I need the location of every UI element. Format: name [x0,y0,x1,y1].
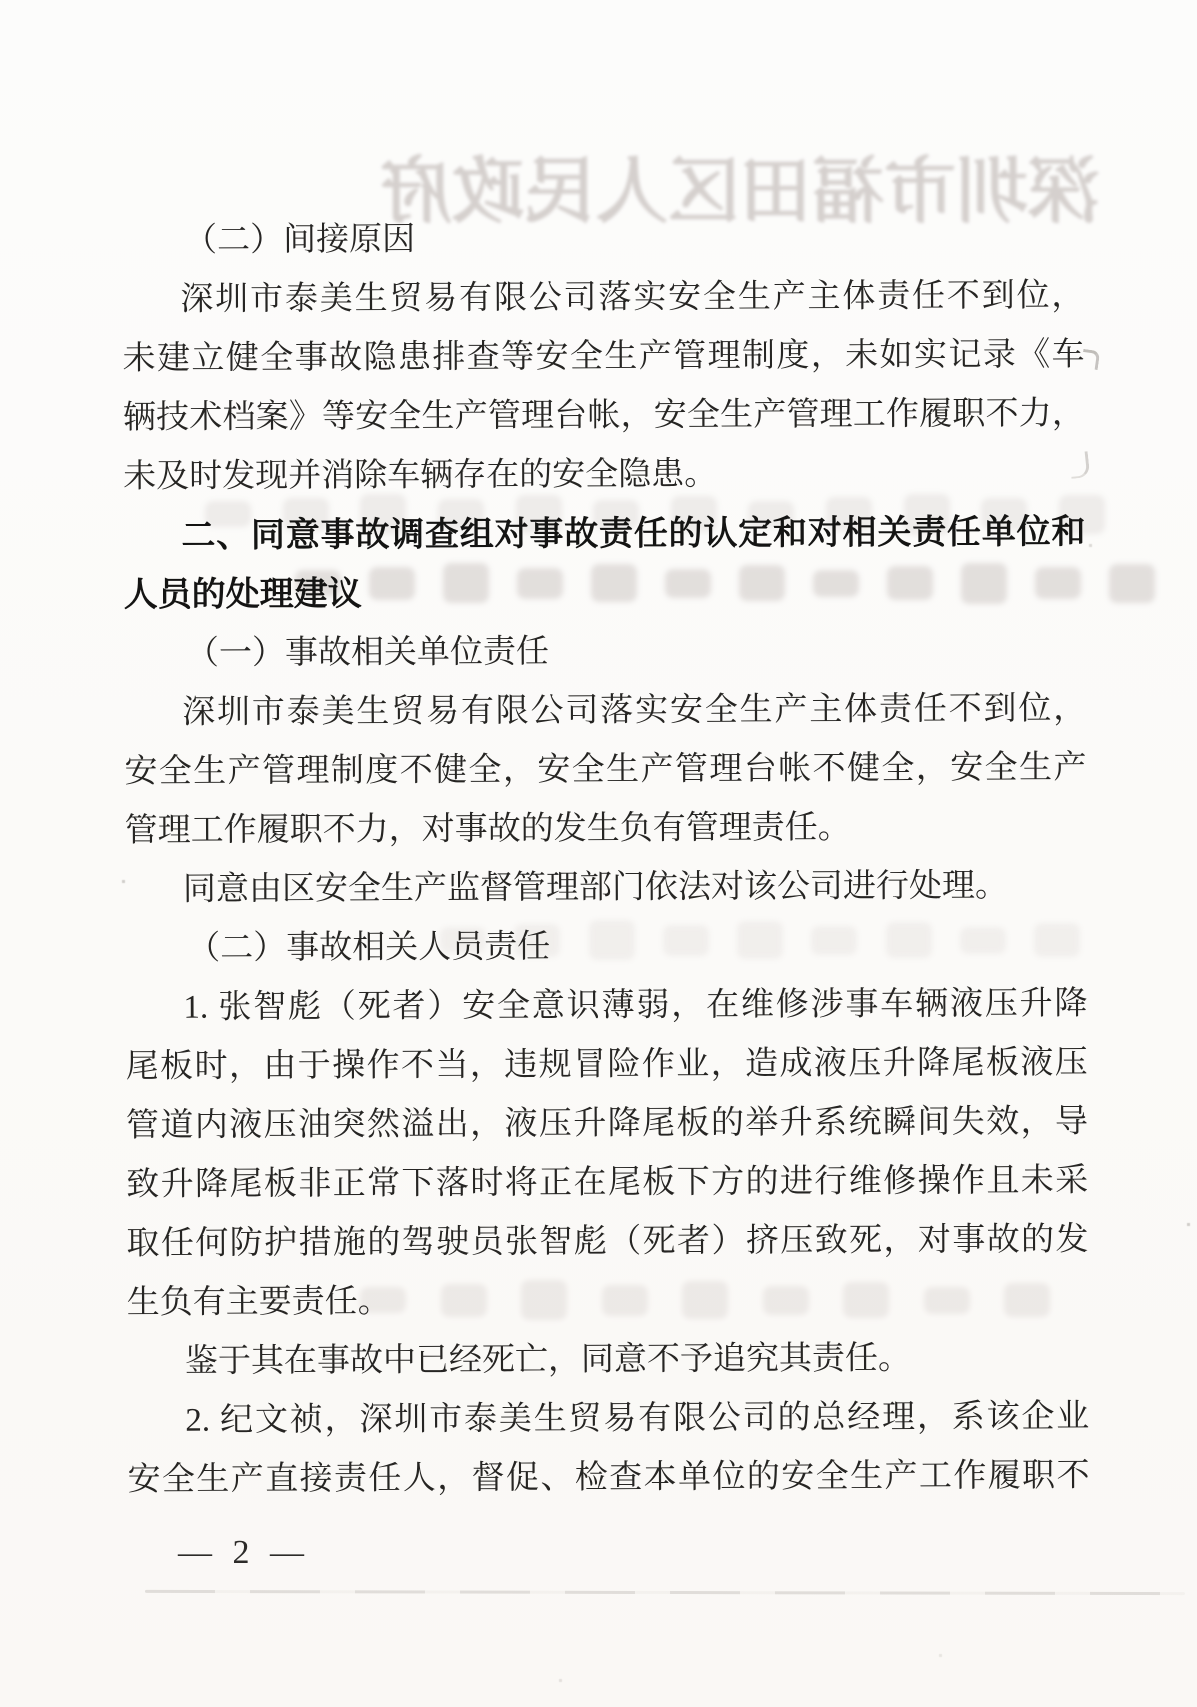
text-line: （一）事故相关单位责任 [185,634,550,672]
document-body [122,208,1090,1510]
text-line: 管道内液压油突然溢出，液压升降尾板的举升系统瞬间失效，导 [125,1103,1089,1144]
text-line: 二、同意事故调查组对事故责任的认定和对相关责任单位和 [181,512,1086,555]
text-line: （二）间接原因 [184,221,416,259]
text-line: 生负有主要责任。 [126,1283,391,1321]
scan-artifact-mark [1081,349,1100,370]
text-line: 深圳市泰美生贸易有限公司落实安全生产主体责任不到位， [182,690,1087,731]
scan-artifact-specks [0,0,1,1]
page-number: — 2 — [178,1534,310,1571]
text-line: 深圳市泰美生贸易有限公司落实安全生产主体责任不到位， [180,277,1085,318]
text-line: 安全生产直接责任人，督促、检查本单位的安全生产工作履职不 [127,1457,1090,1498]
text-line: 尾板时，由于操作不当，违规冒险作业，造成液压升降尾板液压 [125,1044,1088,1085]
text-line: 同意由区安全生产监督管理部门依法对该公司进行处理。 [182,868,1009,908]
text-line: 人员的处理建议 [123,574,362,614]
scan-artifact-mark [1069,451,1091,479]
text-line: 管理工作履职不力，对事故的发生负有管理责任。 [124,809,851,849]
text-line: 致升降尾板非正常下落时将正在尾板下方的进行维修操作且未采 [126,1162,1089,1203]
bleed-through-glyph-blob [1109,564,1155,603]
text-line: 鉴于其在事故中已经死亡，同意不予追究其责任。 [184,1340,912,1380]
text-line: 2. 纪文祯，深圳市泰美生贸易有限公司的总经理，系该企业 [185,1398,1090,1439]
text-line: 未建立健全事故隐患排查等安全生产管理制度，未如实记录《车 [122,336,1085,377]
text-line: 1. 张智彪（死者）安全意识薄弱，在维修涉事车辆液压升降 [183,985,1088,1026]
text-line: 取任何防护措施的驾驶员张智彪（死者）挤压致死，对事故的发 [126,1221,1089,1262]
text-line: （二）事故相关人员责任 [187,929,551,967]
bleed-through-header: 深圳市福田区人民政府 [379,152,1100,232]
scan-artifact-smudge-line [145,1590,1185,1595]
text-line: 辆技术档案》等安全生产管理台帐，安全生产管理工作履职不力， [122,395,1085,436]
text-line: 未及时发现并消除车辆存在的安全隐患。 [123,456,718,495]
text-line: 安全生产管理制度不健全，安全生产管理台帐不健全，安全生产 [124,749,1087,790]
